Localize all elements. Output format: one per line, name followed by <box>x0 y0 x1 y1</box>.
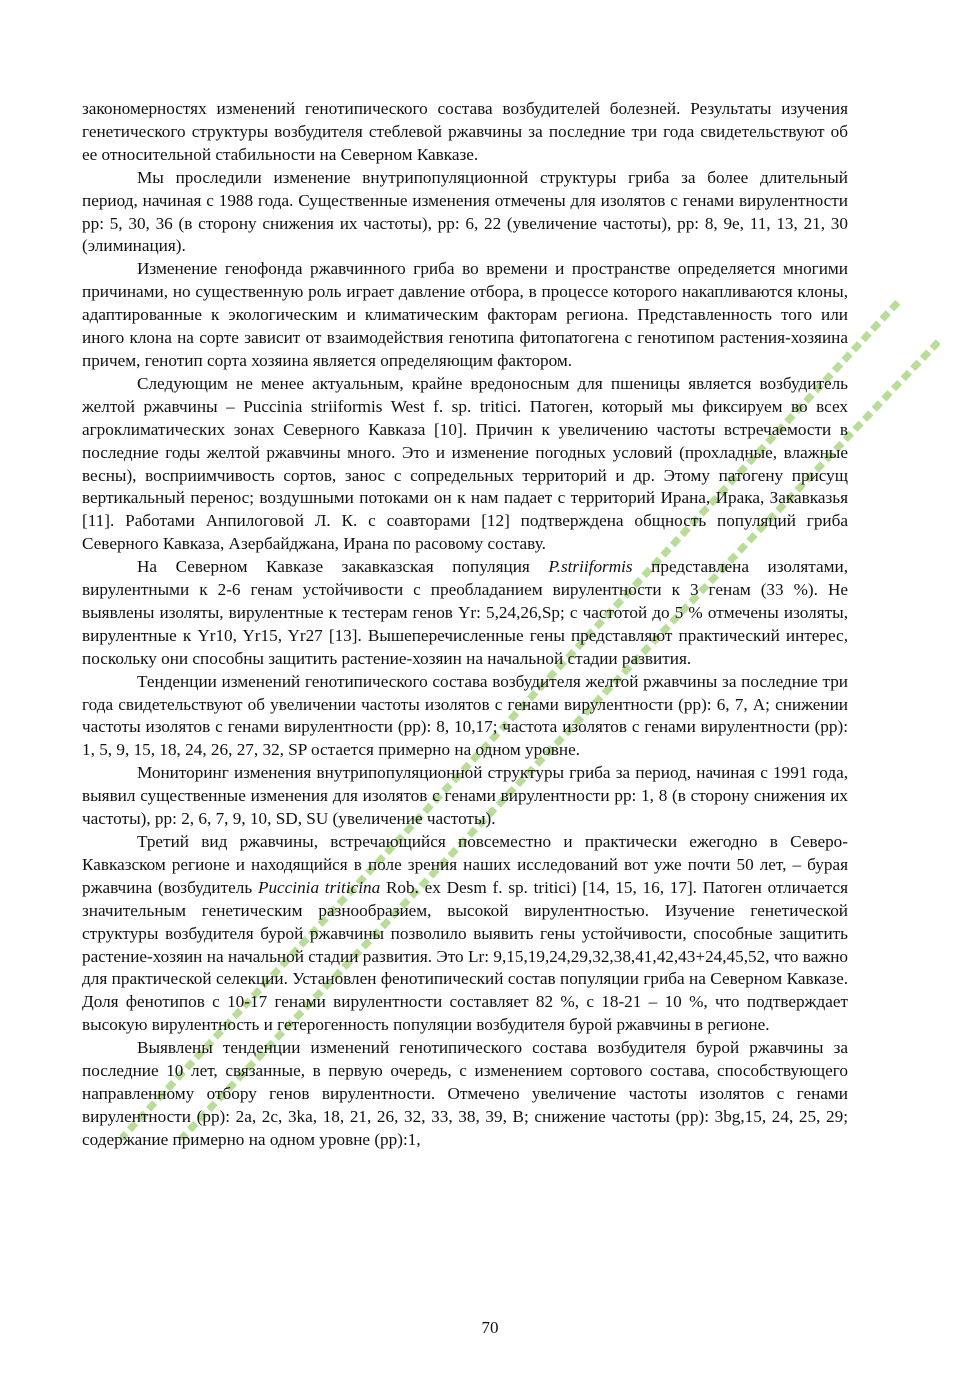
page-number: 70 <box>481 1318 499 1337</box>
text-run: Третий вид ржавчины, встречающийся повсеместно и практически ежегодно в Северо-Кавказском регионе и находящийся в поле зрения наших исследований вот уже почти 50 лет, – бурая ржавчина (возбудитель <box>82 832 848 897</box>
text-run: закономерностях изменений генотипического состава возбудителей болезней. Результаты изучения генетического структуры возбудителя стеблевой ржавчины за последние три года свидетельствуют об ее относительной стабильности на Северном Кавказе. <box>82 99 848 164</box>
species-name: Puccinia triticina <box>257 877 381 897</box>
paragraph-p3 <box>82 258 848 373</box>
paragraph-p9 <box>82 1037 848 1152</box>
paragraph-p5 <box>82 556 848 671</box>
species-name: P.striiformis <box>548 557 633 577</box>
paragraph-p2 <box>82 167 848 259</box>
text-run: Изменение генофонда ржавчинного гриба во времени и пространстве определяется многими причинами, но существенную роль играет давление отбора, в процессе которого накапливаются клоны, адаптированные к экологическим и климатическим факторам региона. Представленность того или иного клона на сорте зависит от взаимодействия генотипа фитопатогена с генотипом растения-хозяина причем, генотип сорта хозяина является определяющим фактором. <box>82 259 848 370</box>
text-run: Rob. ex Desm f. sp. tritici) [14, 15, 16, 17]. Патоген отличается значительным генетическим разнообразием, высокой вирулентностью. Изучение генетической структуры возбудителя бурой ржавчины позволило выявить гены устойчивости, способные защитить растение-хозяин на начальной стадии развития. Это Lr: 9,15,19,24,29,32,38,41,42,43+24,45,52, что важно для практической селекции. Установлен фенотипический состав популяции гриба на Северном Кавказе. Доля фенотипов с 10-17 генами вирулентности составляет 82 %, с 18-21 – 10 %, что подтверждает высокую вирулентность и гетерогенность популяции возбудителя бурой ржавчины в регионе. <box>82 877 848 1035</box>
text-run: Следующим не менее актуальным, крайне вредоносным для пшеницы является возбудитель желтой ржавчины – Puccinia striiformis West f. sp. tritici. Патоген, который мы фиксируем во всех агроклиматических зонах Северного Кавказа [10]. Причин к увеличению частоты встречаемости в последние годы желтой ржавчины много. Это и изменение погодных условий (прохладные, влажные весны), восприимчивость сортов, занос с сопредельных территорий и др. Этому патогену присущ вертикальный перенос; воздушными потоками он к нам падает с территорий Ирана, Ирака, Закавказья [11]. Работами Анпилоговой Л. К. с соавторами [12] подтверждена общность популяций гриба Северного Кавказа, Азербайджана, Ирана по расовому составу. <box>82 373 848 554</box>
paragraph-p6 <box>82 671 848 763</box>
text-run: Выявлены тенденции изменений генотипического состава возбудителя бурой ржавчины за последние 10 лет, связанные, в первую очередь, с изменением сортового состава, способствующего направленному отбору генов вирулентности. Отмечено увеличение частоты изолятов с генами вирулентности (pp): 2a, 2c, 3ka, 18, 21, 26, 32, 33, 38, 39, B; снижение частоты (pp): 3bg,15, 24, 25, 29; содержание примерно на одном уровне (pp):1, <box>82 1038 848 1149</box>
paragraph-p1 <box>82 98 848 167</box>
text-run: Мониторинг изменения внутрипопуляционной структуры гриба за период, начиная с 1991 года, выявил существенные изменения для изолятов с генами вирулентности pp: 1, 8 (в сторону снижения их частоты), pp: 2, 6, 7, 9, 10, SD, SU (увеличение частоты). <box>82 763 848 829</box>
text-run: Тенденции изменений генотипического состава возбудителя желтой ржавчины за последние три года свидетельствуют об увеличении частоты изолятов с генами вирулентности (pp): 6, 7, A; снижении частоты изолятов с генами вирулентности (pp): 8, 10,17; частота изолятов с генами вирулентности (pp): 1, 5, 9, 15, 18, 24, 26, 27, 32, SP остается примерно на одном уровне. <box>82 671 848 760</box>
text-run: Мы проследили изменение внутрипопуляционной структуры гриба за более длительный период, начиная с 1988 года. Существенные изменения отмечены для изолятов с генами вирулентности pp: 5, 30, 36 (в сторону снижения их частоты), pp: 6, 22 (увеличение частоты), pp: 8, 9e, 11, 13, 21, 30 (элиминация). <box>82 167 848 256</box>
document-body <box>82 98 848 1152</box>
paragraph-p4 <box>82 373 848 556</box>
text-run: На Северном Кавказе закавказская популяция <box>137 557 549 577</box>
text-run: представлена изолятами, вирулентными к 2-6 генам устойчивости с преобладанием вирулентности к 3 генам (33 %). Не выявлены изоляты, вирулентные к тестерам генов Yr: 5,24,26,Sp; с частотой до 5 % отмечены изоляты, вирулентные к Yr10, Yr15, Yr27 [13]. Вышеперечисленные гены представляют практический интерес, поскольку они способны защитить растение-хозяин на начальной стадии развития. <box>82 557 848 668</box>
paragraph-p8 <box>82 831 848 1037</box>
paragraph-p7 <box>82 762 848 831</box>
